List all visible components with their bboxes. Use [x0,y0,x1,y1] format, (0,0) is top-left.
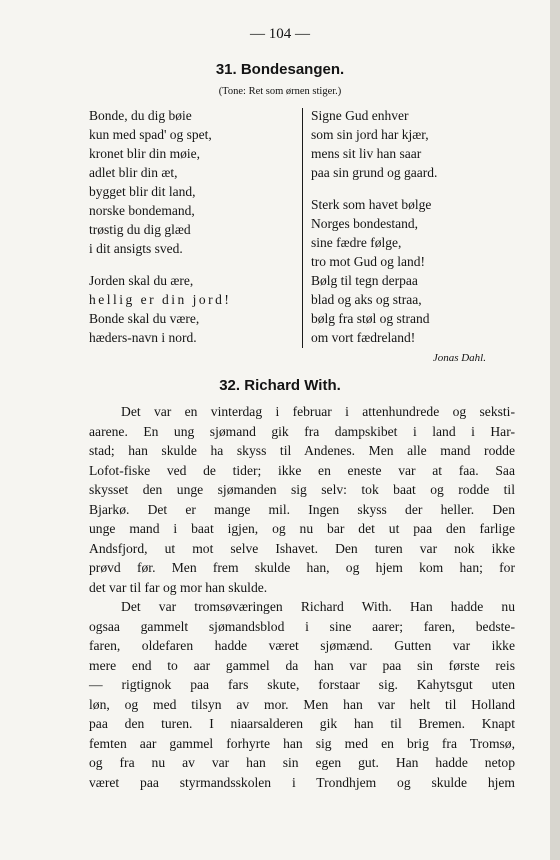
verse-line: i dit ansigts sved. [89,241,183,256]
verse-line-spaced: hellig er din jord! [89,292,232,307]
song-title: 31. Bondesangen. [215,61,345,78]
verse-line: som sin jord har kjær, [311,127,429,142]
verse-line: Norges bondestand, [311,216,418,231]
song-left-column [89,106,231,347]
prose-line: mere end to aar gammel da han var paa sin første reis [89,657,515,673]
prose-line: paa den turen. I niaarsalderen gik han til Bremen. Knapt [89,716,515,731]
prose-line: skysset den unge sjømanden sig selv: tok baat og rodde til [89,482,515,497]
verse-line: trøstig du dig glæd [89,222,191,237]
prose-line: løn, og med tilsyn av mor. Men han var helt til Holland [89,696,515,712]
prose-line: ogsaa gammelt sjømandsblod i sine aarer; faren, bedste- [89,618,515,634]
verse-line: bølg fra støl og strand [311,311,430,326]
prose-line: det var til far og mor han skulde. [89,579,268,595]
story-title: 32. Richard With. [219,377,341,394]
prose-line: — rigtignok paa fars skute, forstaar sig. Kahytsgut uten [89,677,515,692]
prose-line: Lofot-fiske ved de tider; ikke en eneste var at faa. Saa [89,462,515,478]
verse-line: blad og aks og straa, [311,292,422,307]
prose-line: Det var tromsøværingen Richard With. Han hadde nu [121,599,515,614]
prose-line: prøvd før. Men frem skulde han, og hjem kom han; for [89,560,515,575]
page-edge [550,0,560,860]
song-author: Jonas Dahl. [432,352,486,364]
story-body [89,402,515,792]
verse-line: mens sit liv han saar [311,146,422,161]
prose-line: Bjarkø. Det er mange mil. Ingen skyss der heller. Den [89,501,515,517]
column-divider [302,108,303,348]
verse-line: paa sin grund og gaard. [311,165,438,180]
verse-line: Jorden skal du ære, [89,273,194,288]
verse-line: Sterk som havet bølge [311,197,432,212]
verse-line: Bølg til tegn derpaa [311,273,418,288]
prose-line: unge mand i baat igjen, og nu bar det ut paa den farlige [89,521,515,536]
verse-line: hæders-navn i nord. [89,330,197,345]
prose-line: faren, oldefaren hadde været sjømænd. Gutten var ikke [89,638,515,653]
prose-line: været paa styrmandsskolen i Trondhjem og skulde hjem [89,774,515,790]
song-right-column [311,106,437,347]
verse-line: tro mot Gud og land! [311,254,425,269]
prose-line: femten aar gammel forhyrte han sig med en brig fra Tromsø, [89,735,515,751]
verse-line: adlet blir din æt, [89,165,178,180]
verse-line: Bonde skal du være, [89,311,200,326]
prose-line: stad; han skulde ha skyss til Andenes. Men alle mand rodde [89,443,515,458]
prose-line: Det var en vinterdag i februar i attenhundrede og seksti- [121,404,515,419]
verse-line: Bonde, du dig bøie [89,108,192,123]
verse-line: om vort fædreland! [311,330,416,345]
verse-line: bygget blir dit land, [89,184,196,199]
prose-line: og fra nu av var han sin egen gut. Han hadde netop [89,755,515,770]
verse-line: kun med spad' og spet, [89,127,212,142]
prose-line: Andsfjord, ut mot selve Ishavet. Den turen var nok ikke [89,540,515,556]
verse-line: kronet blir din møie, [89,146,200,161]
song-tune-note: (Tone: Ret som ørnen stiger.) [218,86,342,97]
prose-line: aarene. En ung sjømand gik fra dampskibet i land i Har- [89,423,515,439]
verse-line: norske bondemand, [89,203,195,218]
page-number: — 104 — [250,26,310,42]
verse-line: sine fædre følge, [311,235,402,250]
verse-line: Signe Gud enhver [311,108,409,123]
